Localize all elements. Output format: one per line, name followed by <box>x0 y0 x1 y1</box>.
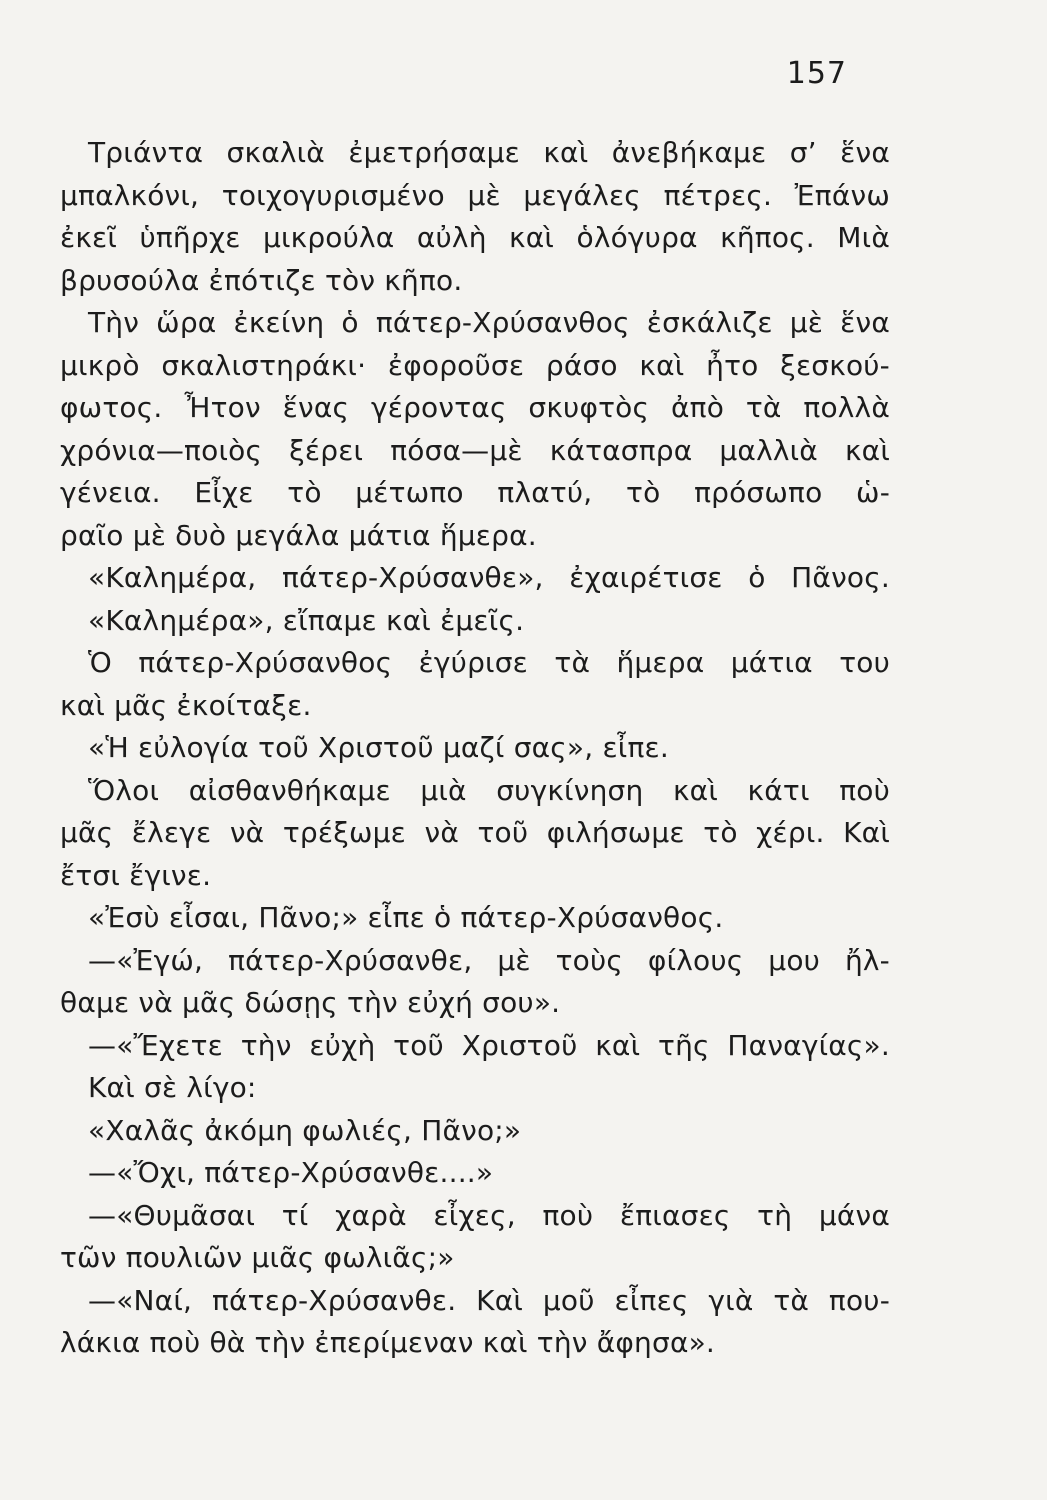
text-line: —«Ἔχετε τὴν εὐχὴ τοῦ Χριστοῦ καὶ τῆς Παναγίας». <box>88 1028 890 1062</box>
text-line: καὶ μᾶς ἐκοίταξε. <box>60 688 312 722</box>
text-line: Τριάντα σκαλιὰ ἐμετρήσαμε καὶ ἀνεβήκαμε σ’ ἕνα <box>88 136 890 169</box>
text-line: «Χαλᾶς ἀκόμη φωλιές, Πᾶνο;» <box>88 1113 522 1147</box>
text-line: ραῖο μὲ δυὸ μεγάλα μάτια ἥμερα. <box>60 518 537 552</box>
text-line: γένεια. Εἶχε τὸ μέτωπο πλατύ, τὸ πρόσωπο ὡ- <box>60 476 890 509</box>
text-line: λάκια ποὺ θὰ τὴν ἐπερίμεναν καὶ τὴν ἄφησα». <box>60 1326 716 1359</box>
text-line: —«Ἐγώ, πάτερ-Χρύσανθε, μὲ τοὺς φίλους μου ἤλ- <box>88 943 890 977</box>
text-line: «Καλημέρα», εἴπαμε καὶ ἐμεῖς. <box>88 603 525 637</box>
text-line: «Ἡ εὐλογία τοῦ Χριστοῦ μαζί σας», εἶπε. <box>88 731 669 764</box>
text-line: ἔτσι ἔγινε. <box>60 858 212 892</box>
text-line: θαμε νὰ μᾶς δώσῃς τὴν εὐχή σου». <box>60 986 561 1019</box>
text-line: φωτος. Ἦτον ἕνας γέροντας σκυφτὸς ἀπὸ τὰ πολλὰ <box>60 391 890 424</box>
text-line: μᾶς ἔλεγε νὰ τρέξωμε νὰ τοῦ φιλήσωμε τὸ χέρι. Καὶ <box>60 816 890 849</box>
text-line: Ὁ πάτερ-Χρύσανθος ἐγύρισε τὰ ἥμερα μάτια του <box>88 646 890 679</box>
text-line: βρυσούλα ἐπότιζε τὸν κῆπο. <box>60 263 463 297</box>
text-line: —«Ὄχι, πάτερ-Χρύσανθε....» <box>88 1156 494 1189</box>
text-line: Τὴν ὥρα ἐκείνη ὁ πάτερ-Χρύσανθος ἐσκάλιζε μὲ ἕνα <box>88 306 890 339</box>
text-line: χρόνια—ποιὸς ξέρει πόσα—μὲ κάτασπρα μαλλιὰ καὶ <box>60 433 890 467</box>
text-line: Καὶ σὲ λίγο: <box>88 1071 257 1104</box>
page-number: 157 <box>786 56 847 91</box>
text-line: ἐκεῖ ὑπῆρχε μικρούλα αὐλὴ καὶ ὁλόγυρα κῆπος. Μιὰ <box>60 221 890 254</box>
text-line: Ὅλοι αἰσθανθήκαμε μιὰ συγκίνηση καὶ κάτι ποὺ <box>88 773 890 807</box>
text-line: τῶν πουλιῶν μιᾶς φωλιᾶς;» <box>60 1241 455 1274</box>
text-line: —«Θυμᾶσαι τί χαρὰ εἶχες, ποὺ ἔπιασες τὴ μάνα <box>88 1198 890 1232</box>
text-line: —«Ναί, πάτερ-Χρύσανθε. Καὶ μοῦ εἶπες γιὰ τὰ που- <box>88 1283 890 1317</box>
body-text <box>60 132 890 1365</box>
text-line: «Καλημέρα, πάτερ-Χρύσανθε», ἐχαιρέτισε ὁ Πᾶνος. <box>88 561 890 594</box>
text-line: μπαλκόνι, τοιχογυρισμένο μὲ μεγάλες πέτρες. Ἐπάνω <box>60 178 890 212</box>
text-line: μικρὸ σκαλιστηράκι· ἐφοροῦσε ράσο καὶ ἦτο ξεσκού- <box>60 348 890 382</box>
text-line: «Ἐσὺ εἶσαι, Πᾶνο;» εἶπε ὁ πάτερ-Χρύσανθος. <box>88 901 724 934</box>
